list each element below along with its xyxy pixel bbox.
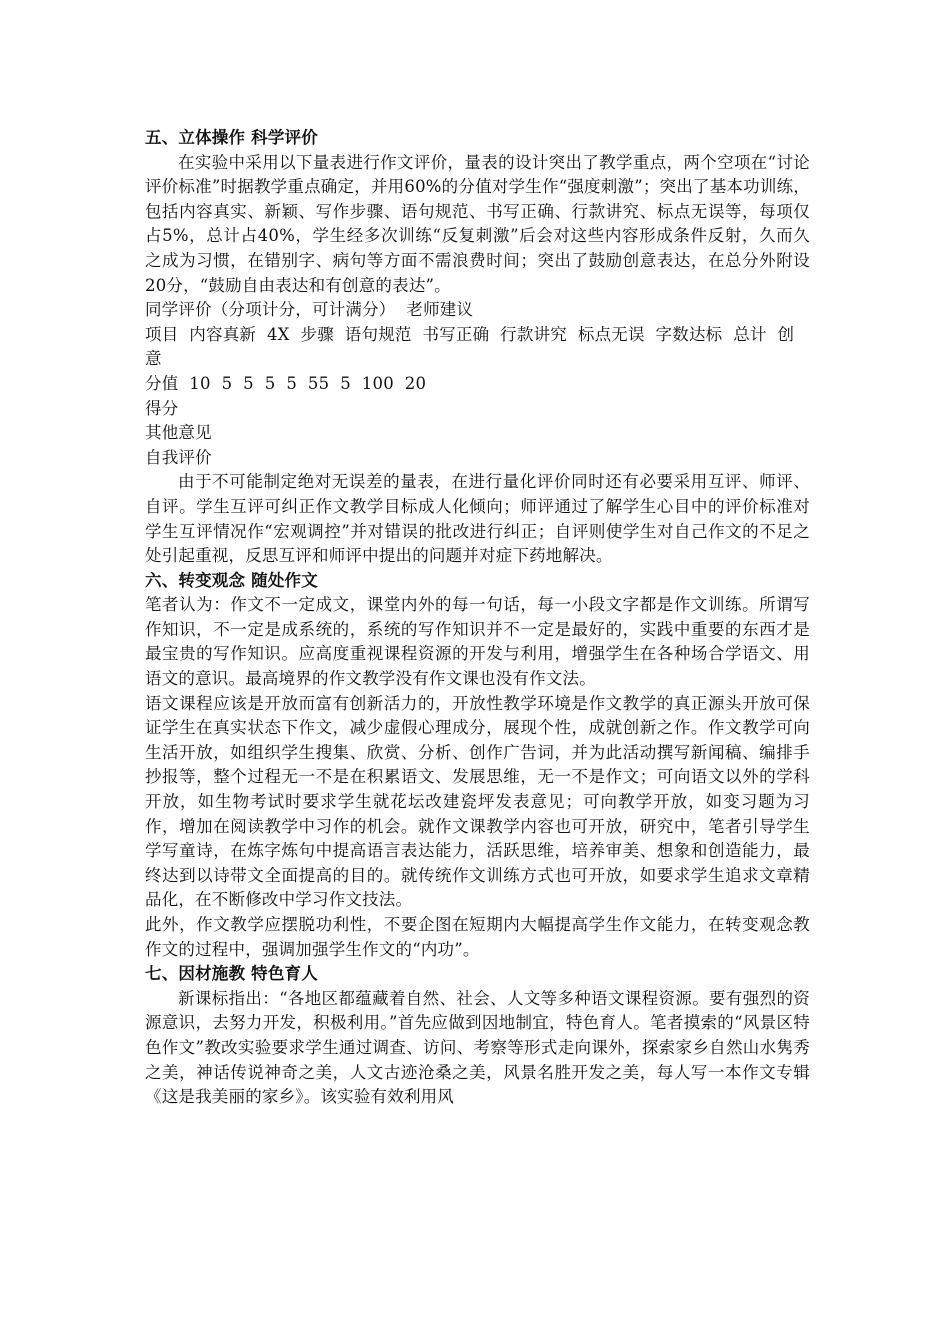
table-line: 项目 内容真新 4X 步骤 语句规范 书写正确 行款讲究 标点无误 字数达标 总计 创意 <box>145 324 795 369</box>
section-heading-6: 六、转变观念 随处作文 <box>145 570 318 590</box>
paragraph: 由于不可能制定绝对无误差的量表，在进行量化评价同时还有必要采用互评、师评、自评。学生互评可纠正作文教学目标成人化倾向；师评通过了解学生心目中的评价标准对学生互评情况作“宏观调控”并对错误的批改进行纠正；自评则使学生对自己作文的不足之处引起重视，反思互评和师评中提出的问题并对症下药地解决。 <box>145 472 810 566</box>
table-line: 自我评价 <box>145 447 212 467</box>
paragraph: 新课标指出：“各地区都蕴藏着自然、社会、人文等多种语文课程资源。要有强烈的资源意识，去努力开发，积极利用。”首先应做到因地制宜，特色育人。笔者摸索的“风景区特色作文”教改实验要求学生通过调查、访问、考察等形式走向课外，探索家乡自然山水隽秀之美，神话传说神奇之美，人文古迹沧桑之美，风景名胜开发之美，每人写一本作文专辑《这是我美丽的家乡》。该实验有效利用风 <box>145 988 810 1107</box>
paragraph: 在实验中采用以下量表进行作文评价，量表的设计突出了教学重点，两个空项在“讨论评价标准”时据教学重点确定，并用60%的分值对学生作“强度刺激”；突出了基本功训练，包括内容真实、新颖、写作步骤、语句规范、书写正确、行款讲究、标点无误等，每项仅占5%，总计占40%，学生经多次训练“反复刺激”后会对这些内容形成条件反射，久而久之成为习惯，在错别字、病句等方面不需浪费时间；突出了鼓励创意表达，在总分外附设20分，“鼓励自由表达和有创意的表达”。 <box>145 152 810 295</box>
table-line: 其他意见 <box>145 423 212 443</box>
paragraph: 语文课程应该是开放而富有创新活力的，开放性教学环境是作文教学的真正源头开放可保证学生在真实状态下作文，减少虚假心理成分，展现个性，成就创新之作。作文教学可向生活开放，如组织学生搜集、欣赏、分析、创作广告词，并为此活动撰写新闻稿、编排手抄报等，整个过程无一不是在积累语文、发展思维，无一不是作文；可向语文以外的学科开放，如生物考试时要求学生就花坛改建瓷坪发表意见；可向教学开放，如变习题为习作，增加在阅读教学中习作的机会。就作文课教学内容也可开放，研究中，笔者引导学生学写童诗，在炼字炼句中提高语言表达能力，活跃思维，培养审美、想象和创造能力，最终达到以诗带文全面提高的目的。就传统作文训练方式也可开放，如要求学生追求文章精品化，在不断修改中学习作文技法。 <box>145 693 810 910</box>
table-line: 分值 10 5 5 5 5 55 5 100 20 <box>145 373 427 393</box>
document-page <box>145 126 810 1110</box>
section-heading-7: 七、因材施教 特色育人 <box>145 964 318 984</box>
table-line: 得分 <box>145 398 179 418</box>
paragraph: 笔者认为：作文不一定成文，课堂内外的每一句话，每一小段文字都是作文训练。所谓写作知识，不一定是成系统的，系统的写作知识并不一定是最好的，实践中重要的东西才是最宝贵的写作知识。应高度重视课程资源的开发与利用，增强学生在各种场合学语文、用语文的意识。最高境界的作文教学没有作文课也没有作文法。 <box>145 595 810 689</box>
section-heading-5: 五、立体操作 科学评价 <box>145 128 318 147</box>
table-line: 同学评价（分项计分，可计满分） 老师建议 <box>145 300 474 320</box>
paragraph: 此外，作文教学应摆脱功利性，不要企图在短期内大幅提高学生作文能力，在转变观念教作文的过程中，强调加强学生作文的“内功”。 <box>145 915 810 959</box>
